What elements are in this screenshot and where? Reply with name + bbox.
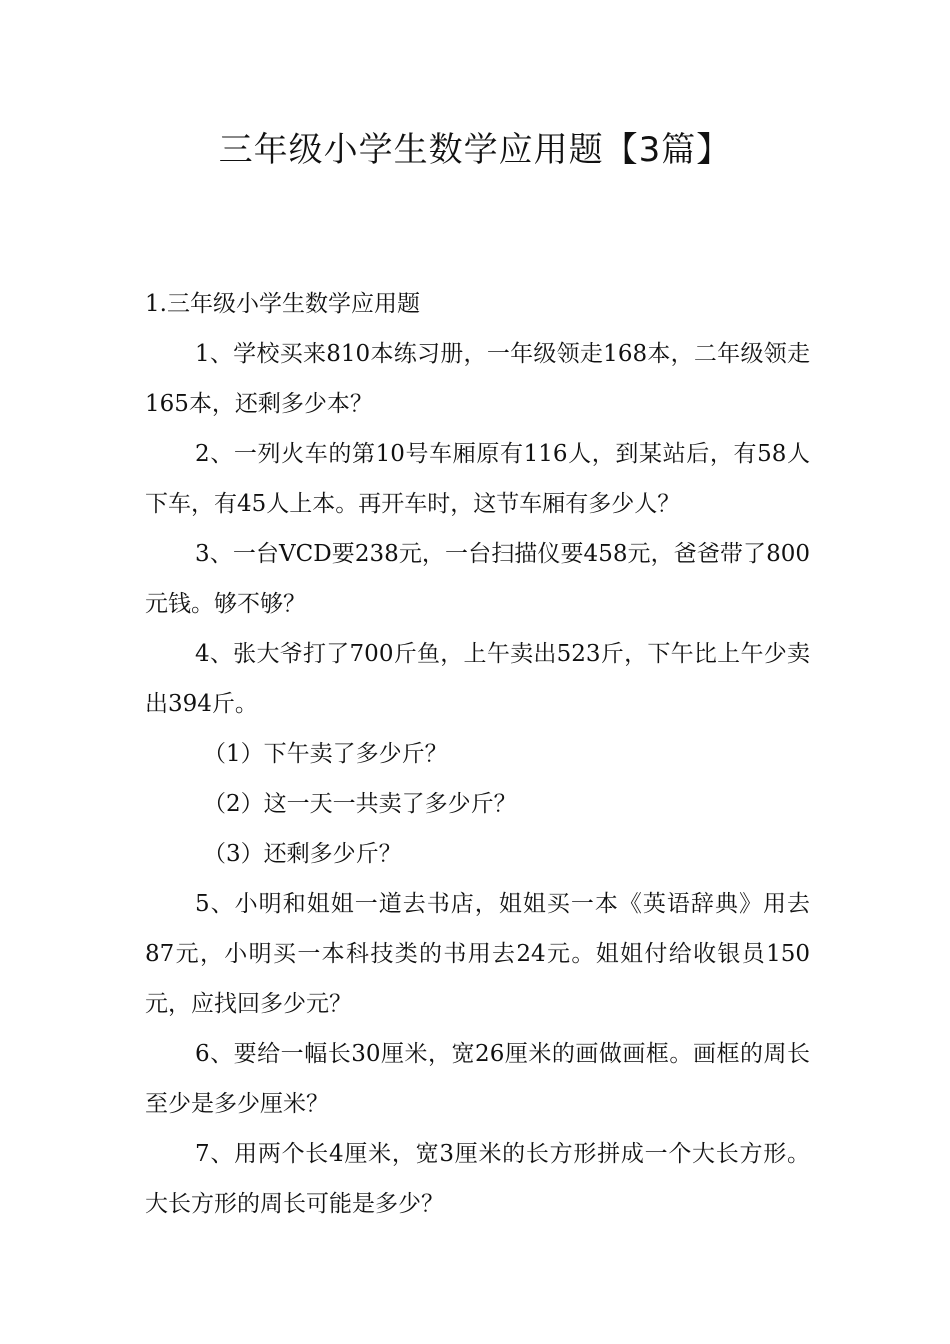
problem-4: 4、张大爷打了700斤鱼，上午卖出523斤，下午比上午少卖出394斤。 bbox=[145, 641, 810, 717]
problem-6: 6、要给一幅长30厘米，宽26厘米的画做画框。画框的周长至少是多少厘米？ bbox=[145, 1041, 810, 1117]
problem-7: 7、用两个长4厘米，宽3厘米的长方形拼成一个大长方形。大长方形的周长可能是多少？ bbox=[145, 1141, 810, 1217]
sub-question-1: （1）下午卖了多少斤？ bbox=[203, 741, 448, 767]
section-heading: 1.三年级小学生数学应用题 bbox=[145, 291, 420, 317]
problem-5: 5、小明和姐姐一道去书店，姐姐买一本《英语辞典》用去87元，小明买一本科技类的书用去24元。姐姐付给收银员150元，应找回多少元？ bbox=[145, 891, 810, 1017]
document-title: 三年级小学生数学应用题【3篇】 bbox=[218, 130, 732, 170]
problem-1: 1、学校买来810本练习册，一年级领走168本，二年级领走165本，还剩多少本？ bbox=[145, 341, 810, 417]
problem-2: 2、一列火车的第10号车厢原有116人，到某站后，有58人下车，有45人上本。再开车时，这节车厢有多少人？ bbox=[145, 441, 810, 517]
sub-question-3: （3）还剩多少斤？ bbox=[203, 841, 402, 867]
document-body bbox=[145, 279, 810, 1229]
sub-question-2: （2）这一天一共卖了多少斤？ bbox=[203, 791, 517, 817]
problem-3: 3、一台VCD要238元，一台扫描仪要458元，爸爸带了800元钱。够不够？ bbox=[145, 541, 810, 617]
